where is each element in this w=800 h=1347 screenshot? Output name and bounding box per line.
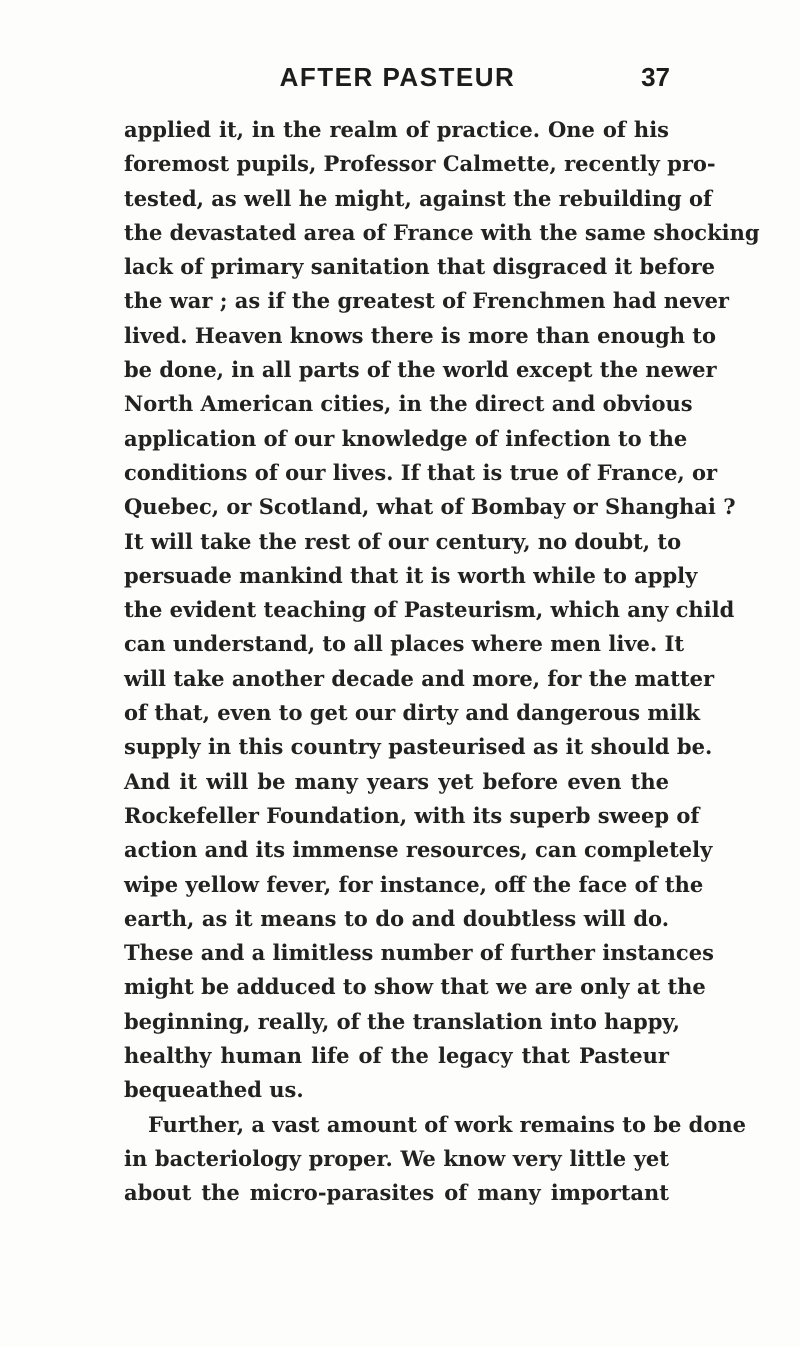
text-line: the war ; as if the greatest of Frenchmen had never — [124, 288, 730, 314]
text-line: be done, in all parts of the world except the newer — [124, 357, 717, 383]
text-line: These and a limitless number of further instances — [124, 940, 714, 966]
paragraph — [124, 1108, 746, 1211]
text-line: will take another decade and more, for the matter — [124, 665, 715, 691]
text-line: bequeathed us. — [124, 1077, 304, 1103]
text-line: application of our knowledge of infection to the — [124, 425, 688, 451]
text-line: lived. Heaven knows there is more than enough to — [124, 322, 716, 348]
text-line: can understand, to all places where men live. It — [124, 631, 685, 657]
text-line: conditions of our lives. If that is true of France, or — [124, 459, 718, 485]
text-line: Quebec, or Scotland, what of Bombay or Shanghai ? — [124, 494, 736, 520]
paragraph — [124, 113, 760, 1108]
text-line: foremost pupils, Professor Calmette, recently pro- — [124, 151, 716, 177]
text-line: earth, as it means to do and doubtless will do. — [124, 905, 669, 931]
text-line: beginning, really, of the translation into happy, — [124, 1008, 680, 1034]
running-title: AFTER PASTEUR — [279, 62, 516, 92]
text-line: tested, as well he might, against the rebuilding of — [124, 185, 713, 211]
page-header — [125, 62, 670, 102]
page-number: 37 — [641, 62, 670, 92]
text-line: And it will be many years yet before even the — [124, 768, 669, 794]
text-line: might be adduced to show that we are only at the — [124, 974, 706, 1000]
text-line: action and its immense resources, can completely — [124, 837, 713, 863]
text-line: in bacteriology proper. We know very little yet — [124, 1145, 669, 1171]
text-line: the evident teaching of Pasteurism, which any child — [124, 597, 735, 623]
text-line: the devastated area of France with the same shocking — [124, 219, 760, 245]
text-line: about the micro-parasites of many important — [124, 1180, 669, 1206]
text-line: persuade mankind that it is worth while to apply — [124, 562, 698, 588]
text-line: It will take the rest of our century, no doubt, to — [124, 528, 682, 554]
text-line: healthy human life of the legacy that Pasteur — [124, 1043, 669, 1069]
text-line: of that, even to get our dirty and dangerous milk — [124, 700, 701, 726]
text-line: supply in this country pasteurised as it should be. — [124, 734, 713, 760]
text-line: North American cities, in the direct and obvious — [124, 391, 693, 417]
text-line: wipe yellow fever, for instance, off the face of the — [124, 871, 704, 897]
text-line: Rockefeller Foundation, with its superb sweep of — [124, 802, 700, 828]
text-line: Further, a vast amount of work remains to be done — [148, 1111, 746, 1137]
text-line: lack of primary sanitation that disgraced it before — [124, 254, 716, 280]
body-text — [124, 113, 760, 1211]
text-line: applied it, in the realm of practice. One of his — [124, 117, 669, 142]
